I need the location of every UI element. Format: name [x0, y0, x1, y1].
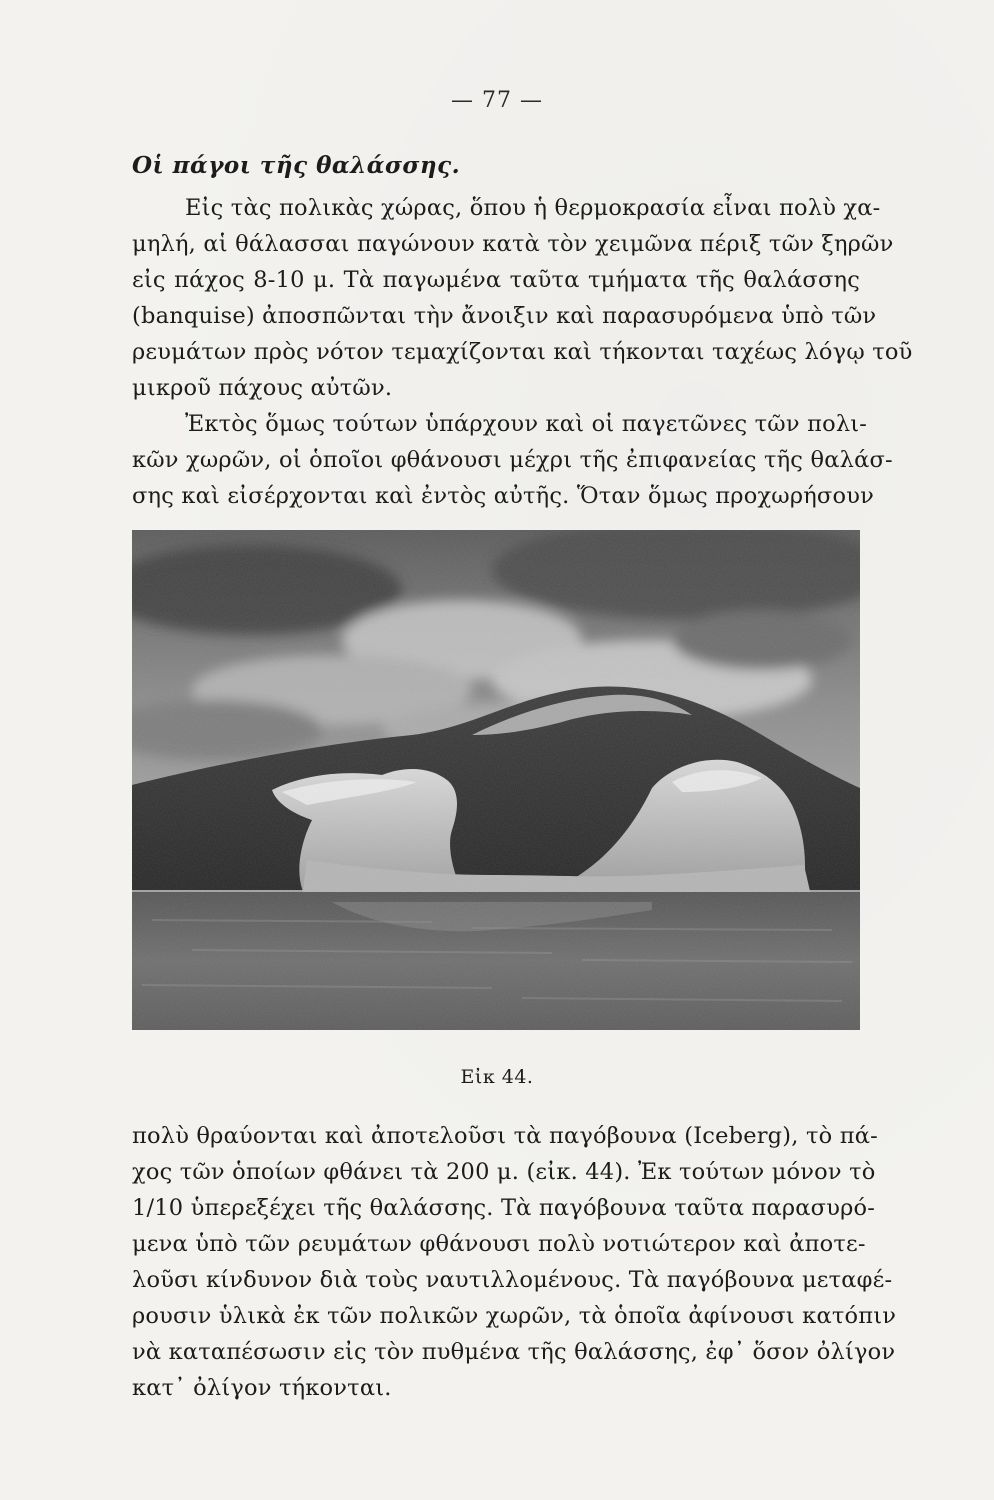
section-title: Οἱ πάγοι τῆς θαλάσσης. — [132, 152, 461, 179]
text-line: κῶν χωρῶν, οἱ ὁποῖοι φθάνουσι μέχρι τῆς ἐπιφανείας τῆς θαλάσ- — [132, 447, 893, 473]
text-line: νὰ καταπέσωσιν εἰς τὸν πυθμένα τῆς θαλάσσης, ἐφ᾽ ὅσον ὀλίγον — [132, 1339, 896, 1365]
text-line: (banquise) ἀποσπῶνται τὴν ἄνοιξιν καὶ παρασυρόμενα ὑπὸ τῶν — [132, 303, 877, 329]
text-line: σης καὶ εἰσέρχονται καὶ ἐντὸς αὐτῆς. Ὅταν ὅμως προχωρήσουν — [132, 483, 874, 509]
text-line: ρουσιν ὑλικὰ ἐκ τῶν πολικῶν χωρῶν, τὰ ὁποῖα ἀφίνουσι κατόπιν — [132, 1303, 897, 1329]
text-line: κατ᾽ ὀλίγον τήκονται. — [132, 1375, 392, 1401]
text-line: Ἐκτὸς ὅμως τούτων ὑπάρχουν καὶ οἱ παγετῶνες τῶν πολι- — [185, 411, 868, 437]
text-line: μενα ὑπὸ τῶν ρευμάτων φθάνουσι πολὺ νοτιώτερον καὶ ἀποτε- — [132, 1231, 866, 1257]
text-line: εἰς πάχος 8-10 μ. Τὰ παγωμένα ταῦτα τμήματα τῆς θαλάσσης — [132, 267, 860, 293]
text-line: 1/10 ὑπερεξέχει τῆς θαλάσσης. Τὰ παγόβουνα ταῦτα παρασυρό- — [132, 1195, 876, 1221]
text-line: πολὺ θραύονται καὶ ἀποτελοῦσι τὰ παγόβουνα (Iceberg), τὸ πά- — [132, 1123, 878, 1149]
page-number: — 77 — — [451, 88, 543, 113]
text-line: ρευμάτων πρὸς νότον τεμαχίζονται καὶ τήκονται ταχέως λόγῳ τοῦ — [132, 339, 913, 365]
text-line: μηλή, αἱ θάλασσαι παγώνουν κατὰ τὸν χειμῶνα πέριξ τῶν ξηρῶν — [132, 231, 894, 257]
text-line: λοῦσι κίνδυνον διὰ τοὺς ναυτιλλομένους. Τὰ παγόβουνα μεταφέ- — [132, 1267, 893, 1293]
text-line: χος τῶν ὁποίων φθάνει τὰ 200 μ. (εἰκ. 44). Ἐκ τούτων μόνον τὸ — [132, 1159, 876, 1185]
figure-caption: Εἰκ 44. — [460, 1066, 534, 1088]
text-line: μικροῦ πάχους αὐτῶν. — [132, 375, 393, 401]
text-line: Εἰς τὰς πολικὰς χώρας, ὅπου ἡ θερμοκρασία εἶναι πολὺ χα- — [185, 195, 881, 221]
iceberg-photograph — [132, 530, 860, 1030]
